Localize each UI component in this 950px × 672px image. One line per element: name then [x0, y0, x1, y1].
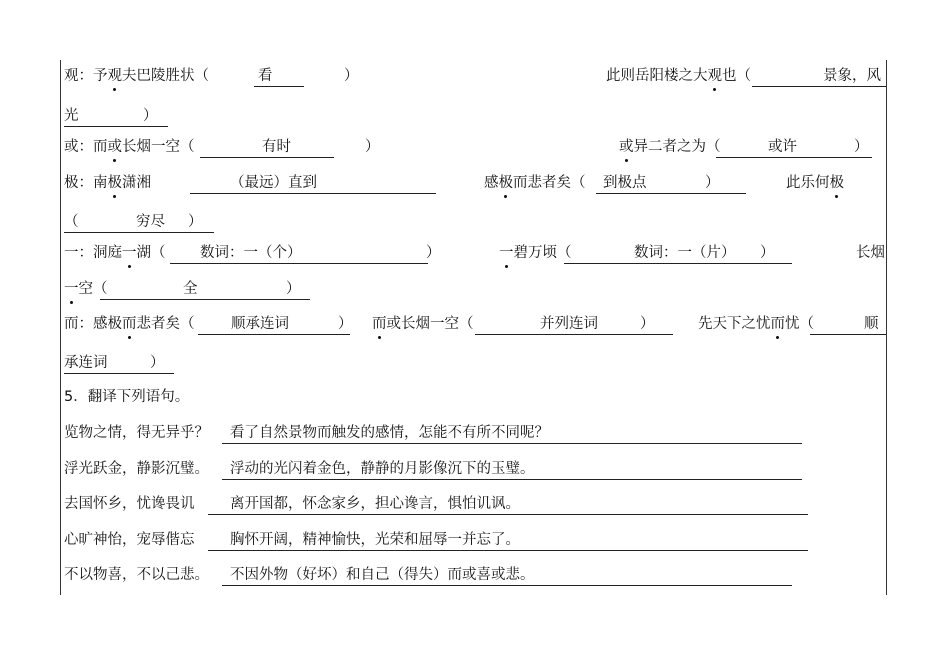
- answer-ji-2: 到极点: [603, 175, 647, 191]
- row-huo: 或：而或长烟一空（ 有时 ） 或异二者之为（ 或许 ）: [0, 135, 950, 165]
- answer-er-2: 并列连词: [540, 316, 598, 332]
- emphasis-char: 而: [770, 316, 785, 332]
- emphasis-char: 或: [107, 139, 122, 155]
- question-huo-1: 或：而或长烟一空（: [64, 139, 195, 155]
- translation-source: 览物之情，得无异乎？: [64, 425, 209, 441]
- answer-line: [810, 334, 886, 335]
- answer-line: [208, 550, 808, 551]
- answer-er-1: 顺承连词: [231, 316, 289, 332]
- answer-huo-2: 或许: [768, 139, 797, 155]
- answer-line: [100, 299, 310, 300]
- answer-er-3-tail: 承连词: [64, 355, 108, 371]
- answer-line: [752, 86, 886, 87]
- section-heading: 5．翻译下列语句。: [64, 389, 190, 405]
- answer-yi-2: 数词：一（片）: [634, 245, 736, 261]
- translation-source: 浮光跃金，静影沉璧。: [64, 461, 209, 477]
- translation-row: [0, 421, 950, 451]
- translation-row: [0, 457, 950, 487]
- emphasis-char: 一: [499, 245, 514, 261]
- answer-ji-1: （最远）直到: [230, 175, 317, 191]
- answer-guan-2: 景象，风: [823, 68, 881, 84]
- translation-source: 不以物喜，不以己悲。: [64, 567, 209, 583]
- question-er-3: 先天下之忧而忧（: [698, 316, 814, 332]
- row-guan: 观：予观夫巴陵胜状（ 看 ） 此则岳阳楼之大观也（ 景象，风: [0, 64, 950, 94]
- row-ji: 极：南极潇湘 （最远）直到 感极而悲者矣（ 到极点 ） 此乐何极: [0, 171, 950, 201]
- translation-row: [0, 492, 950, 522]
- question-ji-3: 此乐何极: [786, 175, 844, 191]
- question-guan-1: 观：予观夫巴陵胜状（: [64, 68, 209, 84]
- row-er: 而：感极而悲者矣（ 顺承连词 ） 而或长烟一空（ 并列连词 ） 先天下之忧而忧（ 顺: [0, 312, 950, 342]
- emphasis-char: 或: [619, 139, 634, 155]
- emphasis-char: 极: [107, 175, 122, 191]
- emphasis-char: 而: [122, 316, 137, 332]
- answer-line: [716, 157, 872, 158]
- question-yi-3: 长烟: [856, 245, 885, 261]
- answer-line: [222, 479, 802, 480]
- question-huo-2: 或异二者之为（: [619, 139, 721, 155]
- answer-line: [222, 585, 792, 586]
- translation-answer: 胸怀开阔，精神愉快，光荣和屈辱一并忘了。: [230, 532, 520, 548]
- answer-line: [208, 514, 808, 515]
- emphasis-char: 极: [829, 175, 844, 191]
- emphasis-char: 极: [498, 175, 513, 191]
- answer-guan-2-tail: 光: [64, 108, 79, 124]
- translation-answer: 离开国都，怀念家乡，担心谗言，惧怕讥讽。: [230, 496, 520, 512]
- answer-line: [64, 373, 174, 374]
- answer-yi-3: 全: [183, 281, 198, 297]
- answer-line: [170, 263, 428, 264]
- section-heading-row: [0, 385, 950, 415]
- answer-er-3: 顺: [864, 316, 879, 332]
- emphasis-char: 一: [122, 245, 137, 261]
- translation-answer: 浮动的光闪着金色，静静的月影像沉下的玉璧。: [230, 461, 535, 477]
- row-yi: 一：洞庭一湖（ 数词：一（个） ） 一碧万顷（ 数词：一（片） ） 长烟: [0, 241, 950, 271]
- emphasis-char: 而: [372, 316, 387, 332]
- answer-line: [64, 126, 168, 127]
- question-yi-3-tail: 一空（: [64, 281, 108, 297]
- answer-yi-1: 数词：一（个）: [200, 245, 302, 261]
- answer-line: [222, 443, 802, 444]
- translation-row: [0, 563, 950, 593]
- emphasis-char: 一: [64, 281, 79, 297]
- question-yi-2: 一碧万顷（: [499, 245, 572, 261]
- answer-line: [254, 86, 304, 87]
- translation-source: 去国怀乡，忧谗畏讥: [64, 496, 195, 512]
- question-er-2: 而或长烟一空（: [372, 316, 474, 332]
- question-ji-1: 极：南极潇湘: [64, 175, 151, 191]
- translation-row: [0, 528, 950, 558]
- question-guan-2: 此则岳阳楼之大观也（: [606, 68, 751, 84]
- answer-line: [64, 232, 214, 233]
- answer-huo-1: 有时: [262, 139, 291, 155]
- answer-ji-3: 穷尽: [136, 214, 165, 230]
- answer-line: [564, 263, 792, 264]
- question-ji-2: 感极而悲者矣（: [484, 175, 586, 191]
- question-yi-1: 一：洞庭一湖（: [64, 245, 166, 261]
- row-ji-continued: （ 穷尽 ）: [0, 210, 950, 240]
- question-er-1: 而：感极而悲者矣（: [64, 316, 195, 332]
- answer-guan-1: 看: [258, 68, 273, 84]
- translation-source: 心旷神怡，宠辱偕忘: [64, 532, 195, 548]
- row-guan-continued: 光 ）: [0, 104, 950, 134]
- answer-line: [475, 334, 673, 335]
- emphasis-char: 观: [107, 68, 122, 84]
- emphasis-char: 观: [707, 68, 722, 84]
- answer-line: [190, 193, 436, 194]
- row-yi-continued: 一空（ 全 ）: [0, 277, 950, 307]
- row-er-continued: 承连词 ）: [0, 351, 950, 381]
- answer-line: [198, 334, 350, 335]
- answer-line: [200, 157, 334, 158]
- answer-line: [596, 193, 746, 194]
- translation-answer: 看了自然景物而触发的感情，怎能不有所不同呢？: [230, 425, 549, 441]
- translation-answer: 不因外物（好坏）和自己（得失）而或喜或悲。: [230, 567, 535, 583]
